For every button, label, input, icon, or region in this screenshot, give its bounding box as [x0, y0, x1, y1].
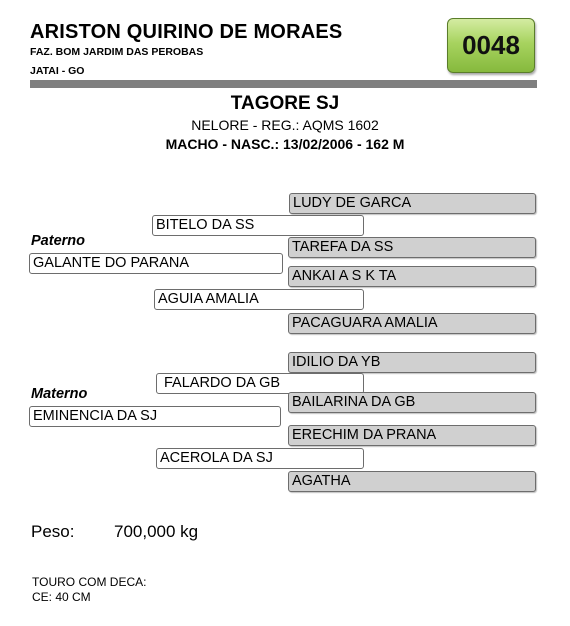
owner-name: ARISTON QUIRINO DE MORAES	[30, 21, 343, 43]
great-grandparent-box: TAREFA DA SS	[288, 237, 536, 258]
weight-label: Peso:	[31, 522, 75, 541]
grandparent-box: AGUIA AMALIA	[154, 289, 364, 310]
grandparent-box: FALARDO DA GB	[156, 373, 364, 394]
sex-birth-age: MACHO - NASC.: 13/02/2006 - 162 M	[165, 136, 405, 152]
maternal-label: Materno	[31, 386, 88, 402]
header-divider	[30, 80, 537, 88]
great-grandparent-box: IDILIO DA YB	[288, 352, 536, 373]
weight-value: 700,000 kg	[114, 522, 199, 541]
paternal-label: Paterno	[31, 233, 85, 249]
great-grandparent-box: ERECHIM DA PRANA	[288, 425, 536, 446]
great-grandparent-box: PACAGUARA AMALIA	[288, 313, 536, 334]
great-grandparent-box: AGATHA	[288, 471, 536, 492]
great-grandparent-box: ANKAI A S K TA	[288, 266, 536, 287]
note-line-2: CE: 40 CM	[32, 590, 91, 604]
breed-registration: NELORE - REG.: AQMS 1602	[191, 117, 379, 133]
dam-box: EMINENCIA DA SJ	[29, 406, 281, 427]
farm-name: FAZ. BOM JARDIM DAS PEROBAS	[30, 46, 204, 58]
sire-box: GALANTE DO PARANA	[29, 253, 283, 274]
grandparent-box: BITELO DA SS	[152, 215, 364, 236]
grandparent-box: ACEROLA DA SJ	[156, 448, 364, 469]
animal-name: TAGORE SJ	[230, 93, 340, 114]
city-state: JATAI - GO	[30, 65, 85, 77]
lot-number-badge: 0048	[447, 18, 535, 73]
great-grandparent-box: LUDY DE GARCA	[289, 193, 536, 214]
great-grandparent-box: BAILARINA DA GB	[288, 392, 536, 413]
note-line-1: TOURO COM DECA:	[32, 575, 147, 589]
